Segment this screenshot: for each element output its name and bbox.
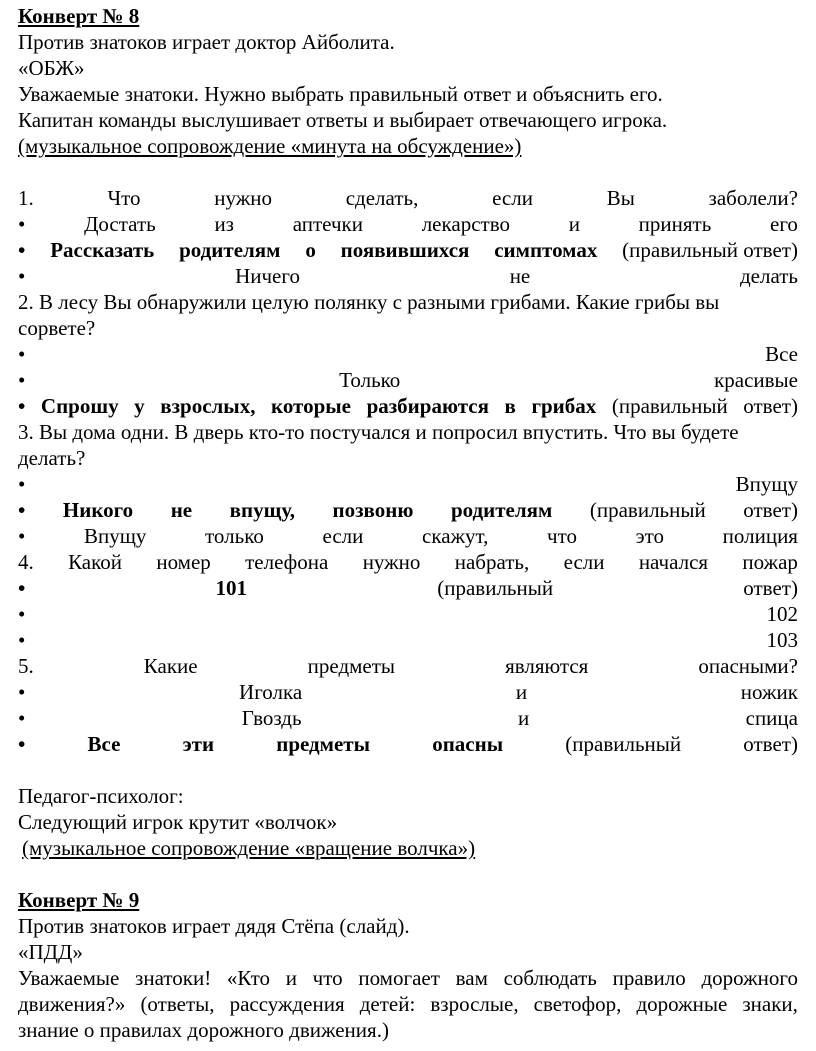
word: 5.	[18, 654, 34, 678]
word: правило	[612, 966, 686, 990]
answer-word: взрослых,	[160, 394, 256, 418]
envelope-8-line1: Против знатоков играет доктор Айболита.	[18, 30, 395, 54]
envelope-9-line3	[18, 965, 798, 991]
word: •	[18, 472, 26, 496]
word: дорожные	[636, 992, 728, 1016]
word: знаки,	[742, 992, 798, 1016]
question-1-option-3	[18, 263, 798, 289]
word: принять	[638, 212, 712, 236]
correct-note: ответ)	[743, 732, 798, 756]
word: являются	[505, 654, 589, 678]
word: •	[18, 680, 26, 704]
question-3-option-2-correct	[18, 497, 798, 523]
envelope-8-line4: Капитан команды выслушивает ответы и выбирает отвечающего игрока.	[18, 108, 668, 132]
bullet: •	[18, 732, 26, 756]
answer-word: родителям	[179, 238, 281, 262]
answer-word: появившихся	[340, 238, 470, 262]
psychologist-line: Следующий игрок крутит «волчок»	[18, 810, 338, 834]
word: только	[205, 524, 264, 548]
envelope-8-title: Конверт № 8	[18, 4, 140, 28]
word: дорожного	[701, 966, 798, 990]
word: детей:	[359, 992, 416, 1016]
word: красивые	[714, 368, 798, 392]
word: взрослые,	[430, 992, 519, 1016]
correct-note: (правильный	[589, 498, 706, 522]
answer-word: эти	[182, 732, 215, 756]
word: Ничего	[235, 264, 300, 288]
answer-word: не	[170, 498, 193, 522]
word: спица	[745, 706, 798, 730]
word: 102	[766, 602, 798, 626]
word: 103	[766, 628, 798, 652]
word: полиция	[722, 524, 798, 548]
word: Достать	[84, 212, 156, 236]
answer-word: позвоню	[332, 498, 414, 522]
word: и	[568, 212, 580, 236]
question-1-option-2-correct	[18, 237, 798, 263]
answer-word: впущу,	[229, 498, 295, 522]
answer-word: Никого	[62, 498, 134, 522]
word: •	[18, 212, 26, 236]
word: помогает	[358, 966, 440, 990]
answer-word: разбираются	[366, 394, 489, 418]
envelope-9-line5: знание о правилах дорожного движения.)	[18, 1018, 389, 1042]
question-5-option-2	[18, 705, 798, 731]
psychologist-music: (музыкальное сопровождение «вращение волчка»)	[22, 836, 476, 860]
envelope-9-line1: Против знатоков играет дядя Стёпа (слайд).	[18, 914, 410, 938]
question-3-text-a: 3. Вы дома одни. В дверь кто-то постучался и попросил впустить. Что вы будете	[18, 420, 739, 444]
word: это	[635, 524, 665, 548]
envelope-8-music: (музыкальное сопровождение «минута на обсуждение»)	[18, 134, 522, 158]
question-1-option-1	[18, 211, 798, 237]
answer-word: грибах	[531, 394, 597, 418]
word: нужно	[362, 550, 421, 574]
word: знатоки!	[135, 966, 212, 990]
word: Впущу	[83, 524, 147, 548]
correct-note: (правильный	[611, 394, 728, 418]
word: вам	[455, 966, 488, 990]
answer-word: о	[305, 238, 316, 262]
word: Только	[339, 368, 401, 392]
bullet: •	[18, 394, 26, 418]
word: •	[18, 524, 26, 548]
word: если	[563, 550, 605, 574]
word: соблюдать	[503, 966, 597, 990]
word: что	[312, 966, 343, 990]
word: скажут,	[422, 524, 489, 548]
word: (ответы,	[140, 992, 215, 1016]
word: начался	[638, 550, 709, 574]
word: его	[770, 212, 798, 236]
word: сделать,	[345, 186, 419, 210]
bullet: •	[18, 498, 26, 522]
envelope-8-line2: «ОБЖ»	[18, 56, 85, 80]
envelope-9-line4	[18, 991, 798, 1017]
word: пожар	[742, 550, 798, 574]
question-4-option-2	[18, 601, 798, 627]
spacer	[18, 159, 798, 185]
word: аптечки	[292, 212, 363, 236]
word: •	[18, 628, 26, 652]
word: номер	[156, 550, 211, 574]
word: и	[517, 706, 530, 730]
word: рассуждения	[229, 992, 345, 1016]
word: опасными?	[698, 654, 798, 678]
word: делать	[739, 264, 798, 288]
question-2-option-3-correct	[18, 393, 798, 419]
question-3-option-3	[18, 523, 798, 549]
answer-word: родителям	[450, 498, 553, 522]
word: •	[18, 342, 26, 366]
answer-word: Спрошу	[40, 394, 119, 418]
answer-word: в	[504, 394, 516, 418]
answer-word: Все	[87, 732, 121, 756]
word: телефона	[245, 550, 329, 574]
correct-note: (правильный	[437, 576, 554, 600]
envelope-9-title: Конверт № 9	[18, 888, 140, 912]
word: светофор,	[533, 992, 622, 1016]
bullet: •	[18, 576, 26, 600]
word: из	[214, 212, 234, 236]
word: Какие	[143, 654, 198, 678]
correct-note: ответ)	[743, 394, 798, 418]
word: заболели?	[708, 186, 798, 210]
word: набрать,	[454, 550, 530, 574]
word: и	[285, 966, 297, 990]
word: Какой	[68, 550, 123, 574]
word: если	[492, 186, 533, 210]
question-2-text-b: сорвете?	[18, 316, 96, 340]
question-2-option-2	[18, 367, 798, 393]
word: Что	[107, 186, 141, 210]
word: Вы	[606, 186, 635, 210]
word: лекарство	[421, 212, 510, 236]
question-4-option-3	[18, 627, 798, 653]
answer-word: у	[134, 394, 145, 418]
word: •	[18, 706, 26, 730]
word: Уважаемые	[18, 966, 120, 990]
answer-word: симптомах	[494, 238, 598, 262]
psychologist-label: Педагог-психолог:	[18, 784, 184, 808]
word: •	[18, 264, 26, 288]
correct-note: ответ)	[743, 576, 798, 600]
question-3-text-b: делать?	[18, 446, 86, 470]
question-5	[18, 653, 798, 679]
answer-word: предметы	[276, 732, 371, 756]
word: •	[18, 368, 26, 392]
question-3-option-1	[18, 471, 798, 497]
word: «Кто	[226, 966, 271, 990]
envelope-9-line2: «ПДД»	[18, 940, 83, 964]
envelope-8-line3: Уважаемые знатоки. Нужно выбрать правильный ответ и объяснить его.	[18, 82, 663, 106]
answer-word: 101	[215, 576, 248, 600]
word: не	[509, 264, 531, 288]
question-4	[18, 549, 798, 575]
question-4-option-1-correct	[18, 575, 798, 601]
correct-note: ответ)	[743, 498, 798, 522]
word: Все	[765, 342, 798, 366]
word: предметы	[307, 654, 396, 678]
question-1	[18, 185, 798, 211]
word: 1.	[18, 186, 34, 210]
word: что	[547, 524, 577, 548]
word: Гвоздь	[241, 706, 302, 730]
question-2-option-1	[18, 341, 798, 367]
word: движения?»	[18, 992, 126, 1016]
question-5-option-1	[18, 679, 798, 705]
correct-note: (правильный	[565, 732, 682, 756]
spacer	[18, 757, 798, 783]
word: Впущу	[735, 472, 798, 496]
answer-word: Рассказать	[50, 238, 155, 262]
question-2-text-a: 2. В лесу Вы обнаружили целую полянку с разными грибами. Какие грибы вы	[18, 290, 720, 314]
answer-word: опасны	[432, 732, 504, 756]
word: Иголка	[239, 680, 303, 704]
word: ножик	[740, 680, 798, 704]
question-5-option-3-correct	[18, 731, 798, 757]
word: •	[18, 602, 26, 626]
spacer	[18, 861, 798, 887]
word: нужно	[214, 186, 272, 210]
correct-note: (правильный ответ)	[622, 238, 798, 262]
bullet: •	[18, 238, 26, 262]
word: если	[322, 524, 364, 548]
answer-word: которые	[271, 394, 351, 418]
word: 4.	[18, 550, 34, 574]
word: и	[515, 680, 528, 704]
